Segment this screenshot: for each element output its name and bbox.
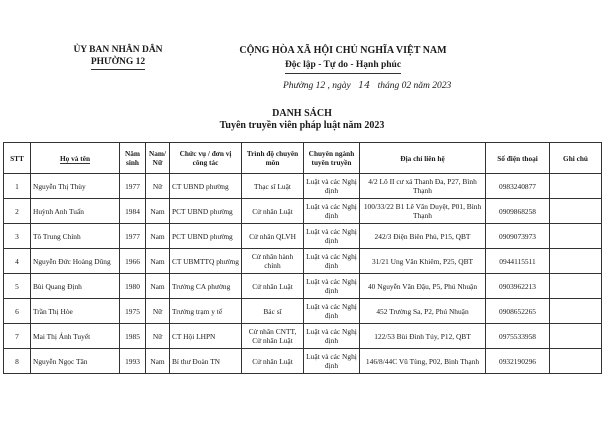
cell-gender: Nam [146,199,170,224]
cell-note [550,224,602,249]
cell-address: 4/2 Lô II cư xá Thanh Đa, P27, Bình Thạnh [360,174,486,199]
cell-phone: 0908652265 [486,299,550,324]
cell-stt: 1 [4,174,31,199]
cell-position: PCT UBND phường [170,224,242,249]
col-header-gender: Nam/ Nữ [146,143,170,174]
cell-gender: Nam [146,349,170,374]
cell-birth: 1980 [120,274,146,299]
table-row [4,199,602,224]
cell-education: Cử nhân Luật [242,199,304,224]
cell-note [550,299,602,324]
col-header-phone: Số điện thoại [486,143,550,174]
cell-name: Nguyễn Ngọc Tân [31,349,120,374]
cell-note [550,174,602,199]
cell-birth: 1977 [120,224,146,249]
cell-birth: 1993 [120,349,146,374]
cell-phone: 0932190296 [486,349,550,374]
cell-stt: 2 [4,199,31,224]
cell-education: Cử nhân Luật [242,274,304,299]
col-header-note: Ghi chú [550,143,602,174]
cell-name: Tô Trung Chính [31,224,120,249]
cell-note [550,349,602,374]
cell-phone: 0903962213 [486,274,550,299]
cell-phone: 0975533958 [486,324,550,349]
table-row [4,274,602,299]
cell-gender: Nữ [146,174,170,199]
date-month: 02 [401,81,412,91]
cell-gender: Nam [146,224,170,249]
national-motto: Độc lập - Tự do - Hạnh phúc [228,58,458,74]
cell-birth: 1977 [120,174,146,199]
cell-education: Cử nhân hành chính [242,249,304,274]
cell-stt: 3 [4,224,31,249]
cell-gender: Nam [146,274,170,299]
document-title: DANH SÁCH [272,108,332,119]
table-row [4,174,602,199]
cell-address: 146/8/44C Vũ Tùng, P02, Bình Thạnh [360,349,486,374]
cell-education: Cử nhân Luật [242,349,304,374]
cell-position: CT Hội LHPN [170,324,242,349]
cell-stt: 4 [4,249,31,274]
cell-note [550,199,602,224]
cell-stt: 8 [4,349,31,374]
table-row [4,324,602,349]
cell-education: Cử nhân QLVH [242,224,304,249]
date-day-handwritten: 14 [358,80,371,91]
date-prefix: Phường 12 , ngày [283,81,351,91]
cell-birth: 1984 [120,199,146,224]
cell-birth: 1975 [120,299,146,324]
propagandist-table [3,142,602,374]
col-header-specialty: Chuyên ngành tuyên truyền [304,143,360,174]
cell-name: Trần Thị Hòe [31,299,120,324]
cell-position: Trưởng CA phường [170,274,242,299]
org-line-1: ỦY BAN NHÂN DÂN [73,45,163,55]
nation-name: CỘNG HÒA XÃ HỘI CHỦ NGHĨA VIỆT NAM [239,45,447,56]
date-year: 2023 [432,81,452,91]
cell-stt: 6 [4,299,31,324]
col-header-position: Chức vụ / đơn vị công tác [170,143,242,174]
cell-name: Nguyễn Thị Thùy [31,174,120,199]
cell-gender: Nữ [146,324,170,349]
col-header-address: Địa chỉ liên hệ [360,143,486,174]
table-row [4,299,602,324]
date-month-label: tháng [377,81,400,91]
cell-stt: 7 [4,324,31,349]
cell-note [550,249,602,274]
cell-phone: 0983240877 [486,174,550,199]
col-header-name: Họ và tên [31,143,120,174]
cell-name: Nguyễn Đức Hoàng Dũng [31,249,120,274]
cell-phone: 0909073973 [486,224,550,249]
org-line-2: PHƯỜNG 12 [58,56,178,70]
cell-stt: 5 [4,274,31,299]
cell-address: 452 Trường Sa, P2, Phú Nhuận [360,299,486,324]
cell-education: Thạc sĩ Luật [242,174,304,199]
date-year-label: năm [413,81,430,91]
table-header-row [4,143,602,174]
cell-position: CT UBND phường [170,174,242,199]
cell-note [550,324,602,349]
cell-note [550,274,602,299]
table-row [4,224,602,249]
table-row [4,349,602,374]
cell-gender: Nam [146,249,170,274]
document-date [283,80,451,91]
cell-specialty: Luật và các Nghị định [304,249,360,274]
cell-address: 40 Nguyễn Văn Đậu, P5, Phú Nhuận [360,274,486,299]
cell-specialty: Luật và các Nghị định [304,274,360,299]
cell-position: Bí thư Đoàn TN [170,349,242,374]
cell-birth: 1985 [120,324,146,349]
issuing-org [58,44,178,70]
cell-birth: 1966 [120,249,146,274]
cell-education: Bác sĩ [242,299,304,324]
cell-position: CT UBMTTQ phường [170,249,242,274]
cell-specialty: Luật và các Nghị định [304,224,360,249]
cell-specialty: Luật và các Nghị định [304,199,360,224]
cell-position: PCT UBND phường [170,199,242,224]
cell-name: Mai Thị Ánh Tuyết [31,324,120,349]
cell-phone: 0909868258 [486,199,550,224]
cell-name: Bùi Quang Định [31,274,120,299]
cell-address: 122/53 Bùi Đình Túy, P12, QBT [360,324,486,349]
cell-address: 100/33/22 B1 Lê Văn Duyệt, P01, Bình Thạnh [360,199,486,224]
cell-specialty: Luật và các Nghị định [304,299,360,324]
cell-gender: Nữ [146,299,170,324]
col-header-education: Trình độ chuyên môn [242,143,304,174]
cell-education: Cử nhân CNTT, Cử nhân Luật [242,324,304,349]
cell-specialty: Luật và các Nghị định [304,324,360,349]
col-header-stt: STT [4,143,31,174]
document-subtitle: Tuyên truyền viên pháp luật năm 2023 [219,120,385,131]
cell-phone: 0944115511 [486,249,550,274]
table-row [4,249,602,274]
cell-address: 31/21 Ung Văn Khiêm, P25, QBT [360,249,486,274]
national-heading [228,44,458,74]
col-header-birth: Năm sinh [120,143,146,174]
cell-name: Huỳnh Anh Tuấn [31,199,120,224]
cell-specialty: Luật và các Nghị định [304,174,360,199]
cell-address: 242/3 Điện Biên Phủ, P15, QBT [360,224,486,249]
cell-position: Trưởng trạm y tế [170,299,242,324]
cell-specialty: Luật và các Nghị định [304,349,360,374]
